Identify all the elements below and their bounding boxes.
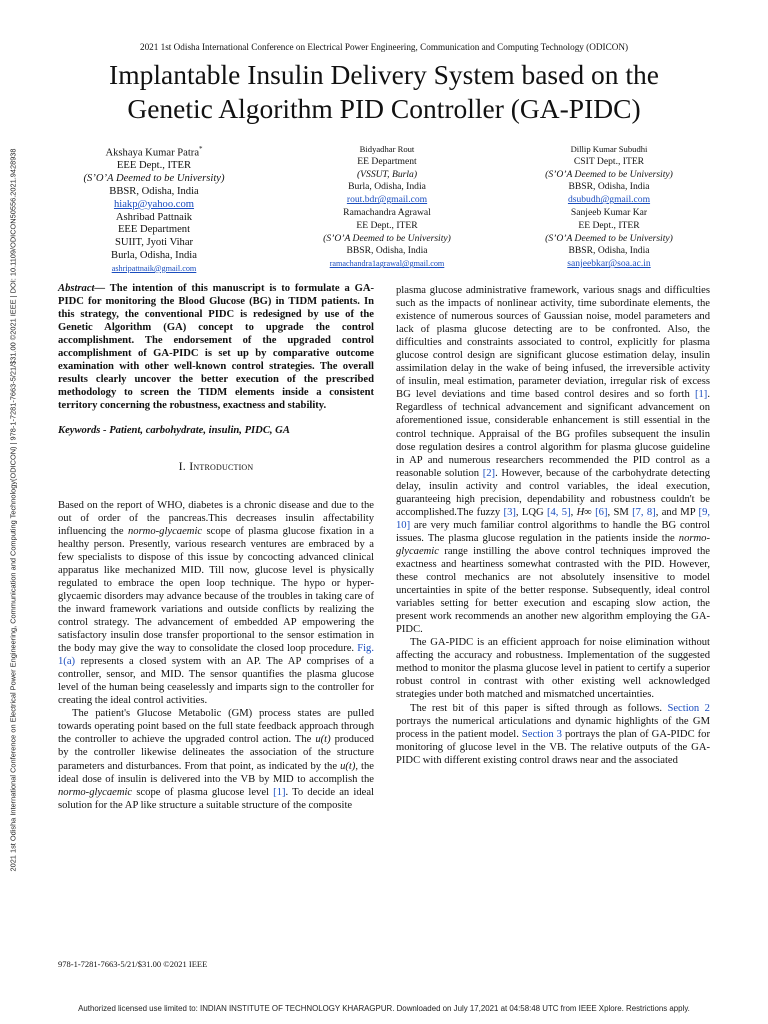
abstract-text: The intention of this manuscript is to formulate a GA-PIDC for monitoring the Blood Glucose (BG) in TIDM patients. In this strategy, the conventional PIDC is redesigned by use of the Genetic Algorithm (GA) concept to upgrade the control accomplishment. The endorsement of the upgraded control accomplishment of GA-PIDC is set up by comparative outcome examination with other well-known control strategies. The overall results clearly uncover the better execution of the prescribed methodology to screen the TIDM elements inside a consistent territory concerning the robustness, exactness and stability. [58, 283, 374, 412]
text-run: , [570, 506, 577, 518]
author-univ: (VSSUT, Burla) [356, 168, 418, 180]
citation-link[interactable]: [1] [273, 786, 286, 798]
italic-term: normo-glycaemic [58, 786, 133, 798]
author-dept: EEE Dept., ITER [116, 160, 192, 172]
title-line-2: Genetic Algorithm PID Controller (GA-PIDC) [127, 93, 641, 124]
section-title: Introduction [189, 458, 254, 473]
author-column-3 [505, 143, 713, 271]
author-name: Sanjeeb Kumar Kar [570, 206, 648, 218]
text-run: . To decide an ideal solution for the AP like structure a suitable structure of the composite [58, 786, 374, 811]
math-term: u(t) [340, 760, 356, 772]
citation-link[interactable]: [1] [694, 389, 708, 401]
math-term: u(t) [315, 734, 331, 746]
citation-link[interactable]: [2] [482, 467, 496, 479]
right-paragraph-3 [396, 702, 710, 767]
author-univ: (S’O’A Deemed to be University) [545, 168, 673, 180]
author-inst: SUIIT, Jyoti Vihar [114, 237, 194, 249]
author-place: BBSR, Odisha, India [346, 245, 428, 257]
text-run: plasma glucose administrative framework, various snags and difficulties such as the impacts of nonlinear activity, time subordinate elements, the existence of numerous sources of Gaussian noise, model parameters and lack of plasma glucose detecting are to be confronted. Also, the difficulties and constraints associated to control, explicitly for plasma glucose control design are significant glucose estimation delay, insulin assimilation delay in the wake of being infused, the irreversible activity of insulin, meal estimation, parameter deviation, irregular risk of excess BG level deviations and time based control desires and so forth [396, 285, 710, 401]
author-email-link[interactable]: dsubudh@gmail.com [567, 194, 651, 206]
author-univ: (S’O’A Deemed to be University) [323, 232, 451, 244]
text-run: scope of plasma glucose level [132, 786, 274, 798]
author-dept: EE Dept., ITER [578, 219, 640, 231]
license-footer: Authorized licensed use limited to: INDIAN INSTITUTE OF TECHNOLOGY KHARAGPUR. Downloaded on July 17,2021 at 04:58:48 UTC from IEEE Xplore. Restrictions apply. [78, 1004, 690, 1013]
intro-paragraph-2 [58, 707, 374, 811]
author-place: Burla, Odisha, India [111, 249, 197, 261]
author-email-link[interactable]: hiakp@yahoo.com [113, 198, 195, 210]
author-mark: * [199, 145, 203, 153]
author-dept: EEE Department [117, 224, 191, 236]
side-banner-text: 2021 1st Odisha International Conference on Electrical Power Engineering, Communication and Computing Technology(ODICON) | 978-1-7281-7663-5/21/$31.00 ©2021 IEEE | DOI: 10.1109/ODICON50556.2021.9428938 [8, 148, 18, 872]
author-email-link[interactable]: ashripattnaik@gmail.com [111, 263, 197, 273]
italic-term: normo-glycaemic [127, 525, 203, 537]
author-name: Ashribad Pattnaik [115, 211, 193, 223]
author-name: Bidyadhar Rout [359, 144, 415, 154]
author-dept: EE Department [357, 155, 417, 167]
author-place: BBSR, Odisha, India [568, 181, 650, 193]
text-run: The patient's Glucose Metabolic (GM) process states are pulled towards operating point based on the full state feedback approach through the controller to achieve the upgraded control action. The [58, 708, 374, 746]
text-run: are very much familiar control algorithms to handle the BG control issues. The plasma glucose regulation in the patients inside the [396, 519, 710, 544]
author-dept: EE Dept., ITER [356, 219, 418, 231]
figure-reference-link[interactable]: Fig. 1(a) [58, 643, 374, 668]
conference-header: 2021 1st Odisha International Conference on Electrical Power Engineering, Communication and Computing Technology (ODICON) [139, 42, 629, 52]
text-run: portrays the plan of GA-PIDC for monitoring of glucose level in the VB. The relative outputs of the GA-PIDC with different existing control draws near and the associated [396, 728, 710, 766]
section-reference-link[interactable]: Section 2 [667, 702, 710, 714]
abstract [58, 282, 374, 412]
author-univ: (S’O’A Deemed to be University) [545, 232, 673, 244]
author-place: BBSR, Odisha, India [568, 245, 650, 257]
author-column-2 [292, 143, 482, 271]
author-place: BBSR, Odisha, India [109, 185, 199, 197]
author-name: Akshaya Kumar Patra [105, 147, 200, 159]
author-column-1 [54, 143, 254, 276]
text-run: The rest bit of this paper is sifted through as follows. [410, 702, 668, 714]
text-run: range instilling the above control techniques improved the exactness and heartiness somewhat contrasted with the PID. However, these control mechanics are not absolutely insensitive to model uncertainties in spite of the better response. Subsequently, ideal control variables setting for better execution and escaping slow action, the present work recommends an another new algorithm employing the GA-PIDC. [396, 545, 710, 636]
author-univ: (S’O’A Deemed to be University) [83, 173, 225, 185]
citation-link[interactable]: [6] [595, 506, 608, 518]
citation-link[interactable]: [9, 10] [396, 506, 711, 531]
text-run: produced by the controller likewise delineates the association of the structure parameters and disturbances. From that point, as indicated by the [58, 734, 374, 772]
author-email-link[interactable]: sanjeebkar@soa.ac.in [567, 258, 651, 270]
author-email-link[interactable]: ramachandra1agrawal@gmail.com [329, 259, 445, 269]
paper-title [30, 58, 738, 126]
section-reference-link[interactable]: Section 3 [521, 728, 562, 740]
right-column [396, 284, 710, 767]
text-run: , the ideal dose of insulin is delivered into the VB by MID to accomplish the [58, 760, 374, 785]
right-paragraph-2: The GA-PIDC is an efficient approach for noise elimination without affecting the accuracy and robustness. Implementation of the suggested method to monitor the plasma glucose level in patient to certify a superior robust control in contrast with other existing well acknowledged strategies under both matched and mismatched uncertainties. [396, 637, 710, 701]
text-run: scope of plasma glucose fixation in a healthy person. Presently, various research ventures are embraced by a few specialists to dispose of this issue by concocting advanced clinical apparatus like mechanized MID. Till now, glucose level is physically regulated to embrace the open loop technique. The hypo or hyper-glycaemic disorders may advance because of the troubles in taking care of the inward framework variations and outside conflicts by realizing the control strategy. The advancement of embedded AP empowering the satisfactory insulin dose transfer proportional to the sensor estimation in the body may give the way to consolidate the closed loop procedure. [58, 525, 374, 655]
text-run: represents a closed system with an AP. The AP comprises of a controller, sensor, and MID. The sensor quantifies the plasma glucose level of the human being ceaselessly and imparts sign to the controller for creating the ideal control activities. [58, 656, 374, 707]
citation-link[interactable]: [3] [503, 506, 516, 518]
text-run: . However, because of the carbohydrate detecting delay, insulin activity and control variables, the ideal execution, guaranteeing high precision, dependability and robustness couldn't be accomplished.The fuzzy [396, 467, 711, 518]
text-run: , SM [607, 506, 633, 518]
text-run: , and MP [655, 506, 699, 518]
section-number: I. [178, 458, 187, 473]
italic-term: normo-glycaemic [396, 532, 710, 557]
intro-paragraph-1 [58, 499, 374, 708]
author-name: Ramachandra Agrawal [343, 206, 431, 218]
text-run: Based on the report of WHO, diabetes is a chronic disease and due to the out of order of the pancreas.This decreases insulin affectability influencing the [58, 499, 374, 537]
math-term: H∞ [576, 506, 592, 518]
keywords: Keywords - Patient, carbohydrate, insulin, PIDC, GA [58, 425, 290, 437]
copyright-notice: 978-1-7281-7663-5/21/$31.00 ©2021 IEEE [58, 959, 208, 969]
section-heading [58, 460, 374, 473]
side-banner [0, 0, 26, 1024]
author-email-link[interactable]: rout.bdr@gmail.com [346, 194, 428, 206]
text-run: . Regardless of technical advancement and significant advancement on aforementioned issue, considerable enhancement is still essential in the control technique. Appraisal of the BG profiles subsequent the insulin dose regulation desires a control algorithm for plasma glucose guideline in AP and numerous researchers recommended the PID control as a reasonable solution [396, 389, 710, 479]
citation-link[interactable]: [7, 8] [632, 506, 656, 518]
author-name: Dillip Kumar Subudhi [570, 144, 648, 154]
citation-link[interactable]: [4, 5] [546, 506, 571, 518]
right-paragraph-1 [396, 284, 710, 636]
author-place: Burla, Odisha, India [348, 181, 426, 193]
text-run: , LQG [515, 506, 547, 518]
left-column [58, 282, 374, 812]
author-dept: CSIT Dept., ITER [573, 155, 645, 167]
text-run: portrays the numerical articulations and dynamic highlights of the GM process in the patient model. [396, 715, 710, 740]
title-line-1: Implantable Insulin Delivery System based on the [109, 59, 659, 90]
abstract-label: Abstract— [58, 283, 106, 294]
